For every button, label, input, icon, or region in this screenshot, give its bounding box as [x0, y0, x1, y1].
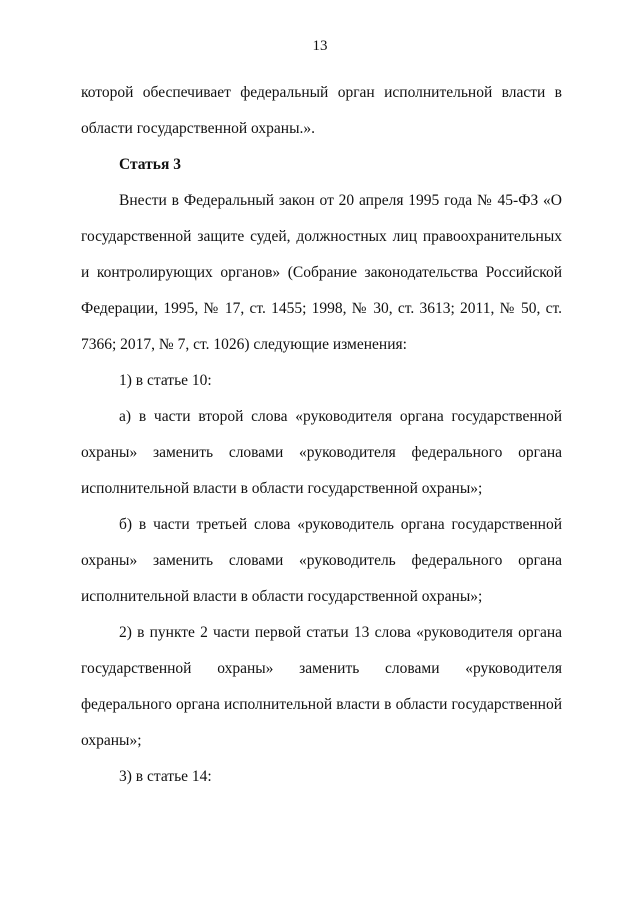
paragraph-continuation: которой обеспечивает федеральный орган исполнительной власти в области государственной охраны.».	[81, 84, 562, 137]
list-item-2: 2) в пункте 2 части первой статьи 13 слова «руководителя органа государственной охраны» заменить словами «руководителя федерального органа исполнительной власти в области государственной охраны»;	[81, 624, 562, 749]
list-subitem-a: а) в части второй слова «руководителя органа государственной охраны» заменить словами «руководителя федерального органа исполнительной власти в области государственной охраны»;	[81, 408, 562, 497]
paragraph-intro: Внести в Федеральный закон от 20 апреля 1995 года № 45-ФЗ «О государственной защите судей, должностных лиц правоохранительных и контролирующих органов» (Собрание законодательства Российской Федерации, 1995, № 17, ст. 1455; 1998, № 30, ст. 3613; 2011, № 50, ст. 7366; 2017, № 7, ст. 1026) следующие изменения:	[81, 192, 562, 353]
list-item-3: 3) в статье 14:	[119, 768, 212, 785]
page-number: 13	[312, 38, 328, 54]
list-item-1: 1) в статье 10:	[119, 372, 212, 389]
list-subitem-b: б) в части третьей слова «руководитель органа государственной охраны» заменить словами «руководитель федерального органа исполнительной власти в области государственной охраны»;	[81, 516, 562, 605]
document-body	[81, 75, 562, 795]
article-heading: Статья 3	[119, 156, 181, 173]
